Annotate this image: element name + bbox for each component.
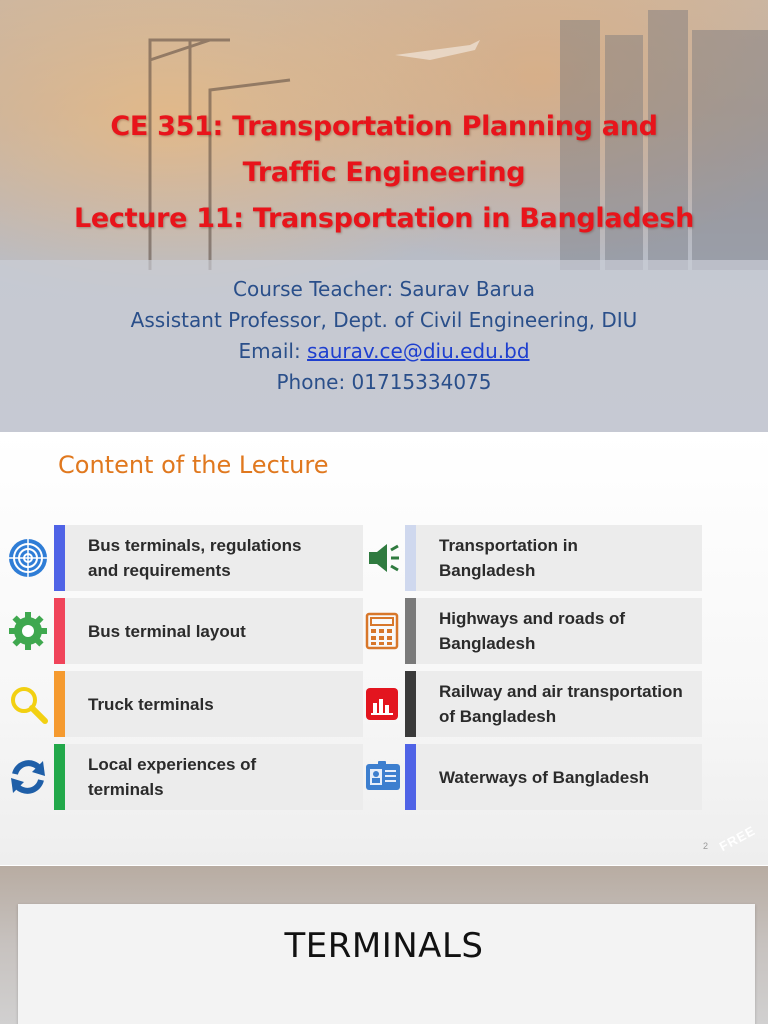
content-item-transportation-bangladesh xyxy=(359,525,702,591)
content-item-bus-terminal-layout xyxy=(5,598,363,664)
accent-bar xyxy=(54,671,65,737)
content-title: Content of the Lecture xyxy=(58,451,329,479)
id-card-icon xyxy=(359,754,405,800)
teacher-name: Course Teacher: Saurav Barua xyxy=(233,277,535,301)
item-label: Waterways of Bangladesh xyxy=(416,744,702,810)
watermark: FREE xyxy=(716,822,758,855)
terminals-slide xyxy=(0,866,768,1024)
title-slide xyxy=(0,0,768,432)
airplane-icon xyxy=(395,40,480,60)
gear-icon xyxy=(5,608,51,654)
content-item-bus-terminals xyxy=(5,525,363,591)
item-label: Highways and roads of Bangladesh xyxy=(416,598,702,664)
item-label: Railway and air transportation of Bangladesh xyxy=(416,671,702,737)
title-line-2: Traffic Engineering xyxy=(242,157,526,188)
item-label: Truck terminals xyxy=(65,671,363,737)
teacher-info xyxy=(0,274,768,398)
content-item-highways xyxy=(359,598,702,664)
accent-bar xyxy=(54,744,65,810)
email-label: Email: xyxy=(238,339,308,363)
teacher-phone: Phone: 01715334075 xyxy=(276,370,492,394)
content-item-local-experiences xyxy=(5,744,363,810)
email-link[interactable]: saurav.ce@diu.edu.bd xyxy=(307,339,530,363)
content-item-railway-air xyxy=(359,671,702,737)
accent-bar xyxy=(54,525,65,591)
page-number: 2 xyxy=(703,841,709,851)
slide-heading: TERMINALS xyxy=(284,926,484,966)
accent-bar xyxy=(405,525,416,591)
accent-bar xyxy=(54,598,65,664)
item-label: Local experiences of terminals xyxy=(65,744,363,810)
accent-bar xyxy=(405,598,416,664)
target-icon xyxy=(5,535,51,581)
content-slide xyxy=(0,433,768,865)
accent-bar xyxy=(405,671,416,737)
accent-bar xyxy=(405,744,416,810)
refresh-icon xyxy=(5,754,51,800)
magnifier-icon xyxy=(5,681,51,727)
teacher-email xyxy=(0,336,768,367)
title-line-3: Lecture 11: Transportation in Bangladesh xyxy=(73,203,694,234)
megaphone-icon xyxy=(359,535,405,581)
title-line-1: CE 351: Transportation Planning and xyxy=(110,111,658,142)
lecture-title xyxy=(0,104,768,242)
bar-chart-icon xyxy=(359,681,405,727)
item-label: Transportation in Bangladesh xyxy=(416,525,702,591)
content-item-waterways xyxy=(359,744,702,810)
calculator-icon xyxy=(359,608,405,654)
item-label: Bus terminals, regulations and requirements xyxy=(65,525,363,591)
teacher-position: Assistant Professor, Dept. of Civil Engineering, DIU xyxy=(130,308,638,332)
content-item-truck-terminals xyxy=(5,671,363,737)
item-label: Bus terminal layout xyxy=(65,598,363,664)
